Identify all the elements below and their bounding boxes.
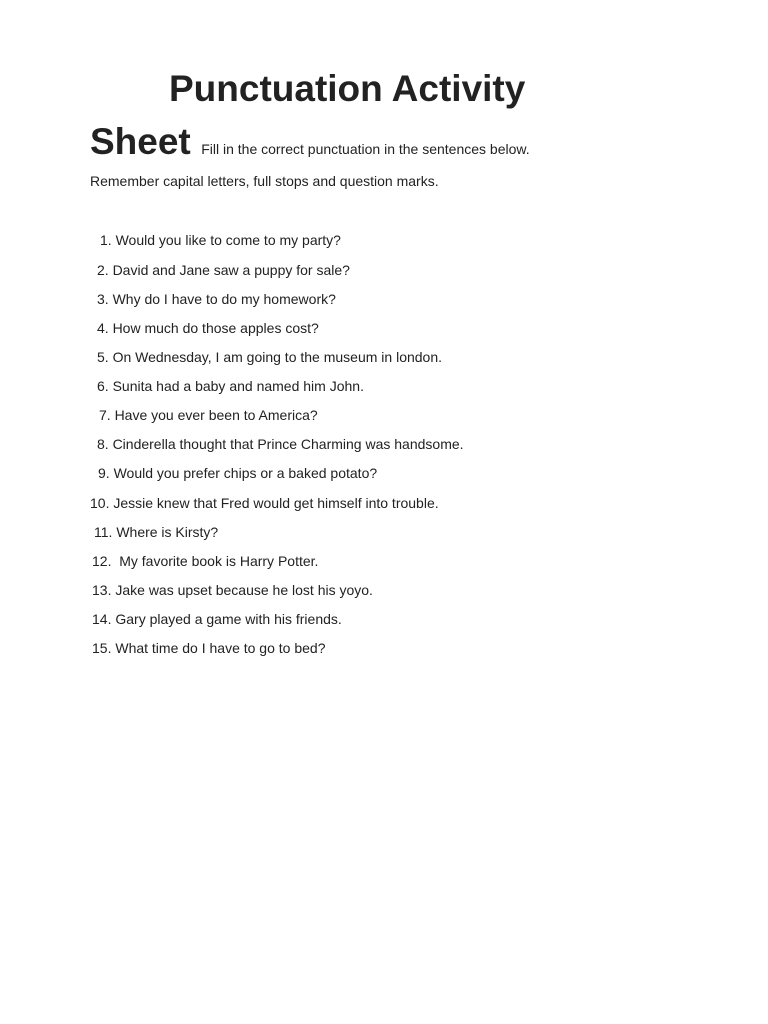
question-item: 2. David and Jane saw a puppy for sale? bbox=[97, 262, 350, 278]
question-item: 1. Would you like to come to my party? bbox=[100, 232, 341, 248]
page-title-continued: Sheet bbox=[90, 121, 191, 162]
question-item: 6. Sunita had a baby and named him John. bbox=[97, 378, 364, 394]
instruction-text: Fill in the correct punctuation in the sentences below. bbox=[201, 141, 530, 157]
question-item: 4. How much do those apples cost? bbox=[97, 320, 319, 336]
question-item: 12. My favorite book is Harry Potter. bbox=[92, 553, 319, 569]
question-item: 11. Where is Kirsty? bbox=[94, 524, 219, 540]
question-item: 15. What time do I have to go to bed? bbox=[92, 640, 326, 656]
question-item: 9. Would you prefer chips or a baked potato? bbox=[98, 465, 378, 481]
question-item: 8. Cinderella thought that Prince Charming was handsome. bbox=[97, 436, 464, 452]
question-item: 10. Jessie knew that Fred would get himself into trouble. bbox=[90, 495, 439, 511]
question-item: 7. Have you ever been to America? bbox=[99, 407, 318, 423]
instruction-text-continued: Remember capital letters, full stops and question marks. bbox=[90, 173, 439, 189]
question-item: 5. On Wednesday, I am going to the museum in london. bbox=[97, 349, 443, 365]
question-item: 13. Jake was upset because he lost his yoyo. bbox=[92, 582, 373, 598]
page-title: Punctuation Activity bbox=[169, 68, 526, 109]
question-item: 3. Why do I have to do my homework? bbox=[97, 291, 336, 307]
question-item: 14. Gary played a game with his friends. bbox=[92, 611, 342, 627]
